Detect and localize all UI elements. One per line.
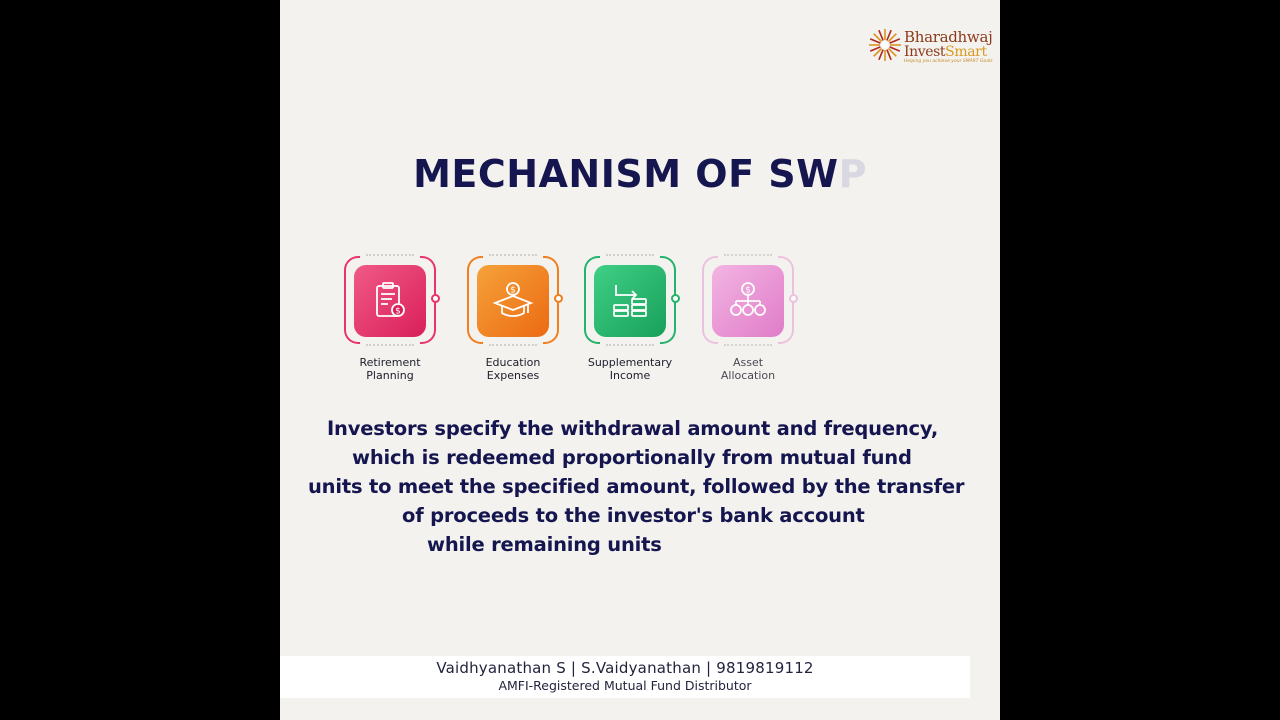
label-line1: Supplementary — [587, 356, 673, 369]
logo-tagline: Helping you achieve your SMART Goals — [904, 59, 993, 64]
label-line1: Retirement — [359, 356, 421, 369]
label-line2: Expenses — [486, 369, 540, 382]
logo-smart: Smart — [945, 44, 987, 60]
icon-card-supplementary — [570, 256, 690, 382]
logo-invest: Invest — [904, 44, 946, 60]
icon-card-retirement — [330, 256, 450, 382]
title-visible: MECHANISM OF SW — [413, 152, 839, 196]
label-line2: Planning — [366, 369, 414, 382]
svg-text:$: $ — [395, 306, 401, 317]
money-transfer-icon — [608, 279, 652, 323]
label-line1: Education — [485, 356, 541, 369]
label-line2: Income — [609, 369, 651, 382]
icon-label-education — [453, 356, 573, 382]
svg-text:$: $ — [510, 285, 516, 296]
icon-card-education — [453, 256, 573, 382]
label-line1: Asset — [732, 356, 764, 369]
footer-contact: Vaidhyanathan S | S.Vaidyanathan | 9819819112 — [436, 659, 814, 677]
paragraph-line-3: units to meet the specified amount, followed by the transfer — [308, 475, 965, 498]
paragraph-line-2: which is redeemed proportionally from mutual fund — [352, 446, 912, 469]
video-frame — [280, 0, 1000, 720]
footer-banner — [280, 656, 970, 698]
logo-name-line2 — [904, 44, 987, 60]
page-title — [280, 152, 1000, 196]
icon-label-supplementary — [570, 356, 690, 382]
logo-name-line1: Bharadhwaj — [904, 28, 993, 46]
footer-disclaimer: AMFI-Registered Mutual Fund Distributor — [498, 678, 752, 693]
title-faded: P — [838, 152, 867, 196]
brand-logo — [868, 28, 994, 68]
sunburst-logo-icon — [868, 28, 902, 62]
icon-label-retirement — [330, 356, 450, 382]
icon-label-asset — [688, 356, 808, 382]
paragraph-line-5: while remaining units — [427, 533, 662, 556]
label-line2: Allocation — [720, 369, 776, 382]
clipboard-dollar-icon — [368, 279, 412, 323]
paragraph-line-4: of proceeds to the investor's bank account — [402, 504, 865, 527]
icon-card-asset — [688, 256, 808, 382]
graduation-cap-dollar-icon — [491, 279, 535, 323]
svg-text:$: $ — [745, 285, 751, 296]
asset-hierarchy-icon — [726, 279, 770, 323]
paragraph-line-1: Investors specify the withdrawal amount and frequency, — [327, 417, 939, 440]
